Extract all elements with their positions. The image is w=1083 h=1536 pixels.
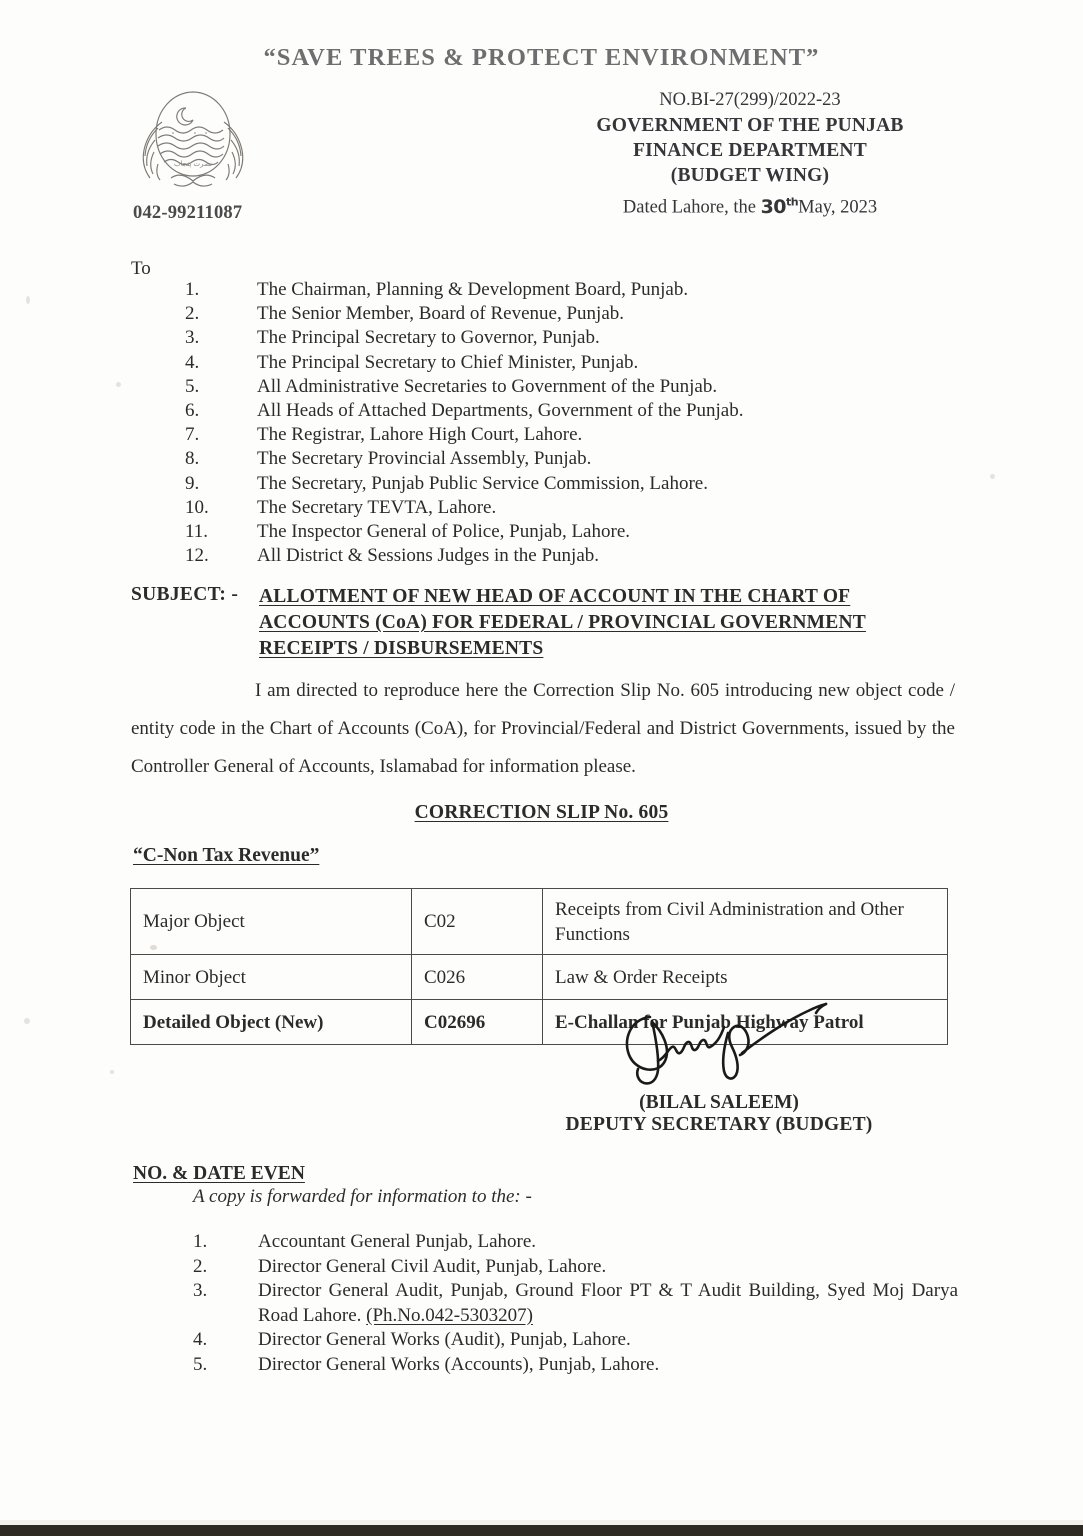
list-item-label: The Principal Secretary to Governor, Punjab. — [257, 327, 600, 349]
table-cell-label: Minor Object — [131, 955, 412, 1000]
list-item-number: 4. — [193, 1329, 208, 1350]
table-cell-label: Major Object — [131, 889, 412, 955]
recipient-list — [185, 278, 975, 568]
table-cell-code: C02 — [412, 889, 543, 955]
subject-line-2: ACCOUNTS (CoA) FOR FEDERAL / PROVINCIAL GOVERNMENT — [259, 612, 866, 633]
list-item-number: 8. — [185, 448, 200, 470]
list-item-label: The Inspector General of Police, Punjab, Lahore. — [257, 521, 631, 543]
wing-name: (BUDGET WING) — [670, 165, 830, 186]
scan-speck — [116, 382, 121, 387]
table-row — [131, 955, 948, 1000]
list-item-number: 11. — [185, 521, 209, 543]
list-item — [185, 278, 975, 302]
svg-text:نصرت پنجاب: نصرت پنجاب — [174, 160, 212, 168]
list-item-number: 3. — [185, 327, 200, 349]
scan-speck — [990, 474, 995, 479]
signatory-name: (BILAL SALEEM) — [639, 1092, 799, 1113]
list-item-label: The Chairman, Planning & Development Board, Punjab. — [257, 279, 689, 300]
handwritten-signature-icon — [610, 995, 860, 1100]
date-prefix: Dated Lahore, the — [622, 197, 756, 218]
list-item-number: 1. — [185, 279, 200, 300]
body-paragraph: I am directed to reproduce here the Correction Slip No. 605 introducing new object code / entity code in the Chart of Accounts (CoA), for Provincial/Federal and District Governments, issued by the Controller General of Accounts, Islamabad for information please. — [131, 680, 955, 777]
list-item-number: 2. — [185, 303, 200, 325]
list-item — [185, 447, 975, 471]
list-item-number: 1. — [193, 1231, 208, 1252]
subject-line-3: RECEIPTS / DISBURSEMENTS — [259, 638, 544, 659]
correction-slip-subtitle: “C-Non Tax Revenue” — [133, 845, 320, 866]
scan-edge-dark — [0, 1525, 1083, 1536]
list-item-label: All District & Sessions Judges in the Punjab. — [257, 545, 599, 567]
date-rest: May, 2023 — [798, 197, 878, 218]
table-cell-description: Law & Order Receipts — [543, 955, 948, 1000]
list-item-label: All Heads of Attached Departments, Government of the Punjab. — [257, 400, 744, 422]
reference-number: NO.BI-27(299)/2022-23 — [659, 90, 841, 110]
phone-reference: (Ph.No.042-5303207) — [366, 1304, 533, 1326]
list-item-label: The Secretary Provincial Assembly, Punjab. — [257, 448, 592, 470]
table-cell-label: Detailed Object (New) — [131, 1000, 412, 1045]
subject-label: SUBJECT: - — [131, 584, 239, 605]
contact-phone: 042-99211087 — [133, 203, 243, 223]
list-item-label: Director General Civil Audit, Punjab, Lahore. — [258, 1255, 607, 1277]
table-row — [131, 889, 948, 955]
list-item — [193, 1230, 958, 1255]
handwritten-day: 30th — [760, 196, 799, 219]
list-item-label: The Senior Member, Board of Revenue, Punjab. — [257, 303, 625, 325]
list-item-number: 5. — [185, 375, 200, 397]
correction-slip-title: CORRECTION SLIP No. 605 — [414, 802, 669, 823]
list-item — [185, 423, 975, 447]
list-item — [193, 1353, 958, 1378]
list-item — [185, 351, 975, 375]
page-title: “SAVE TREES & PROTECT ENVIRONMENT” — [263, 44, 820, 71]
list-item-number: 3. — [193, 1280, 208, 1301]
no-and-date-even: NO. & DATE EVEN — [133, 1163, 305, 1184]
list-item — [185, 496, 975, 520]
list-item-label: Director General Works (Audit), Punjab, Lahore. — [258, 1329, 631, 1350]
list-item-label: The Secretary, Punjab Public Service Commission, Lahore. — [257, 472, 708, 494]
list-item — [185, 472, 975, 496]
scan-speck — [150, 945, 157, 950]
list-item-label: Accountant General Punjab, Lahore. — [258, 1231, 537, 1252]
copy-forwarded-line: A copy is forwarded for information to the: - — [193, 1186, 532, 1207]
list-item — [185, 302, 975, 326]
list-item-number: 4. — [185, 351, 200, 373]
table-cell-description: Receipts from Civil Administration and Other Functions — [543, 889, 948, 955]
list-item — [193, 1328, 958, 1353]
letter-date — [500, 188, 1000, 221]
list-item-label — [258, 1279, 958, 1328]
list-item — [185, 544, 975, 568]
list-item-text: Director General Audit, Punjab, Ground Floor PT & T Audit Building, Syed Moj Darya Road Lahore. — [258, 1280, 958, 1326]
subject-line-1: ALLOTMENT OF NEW HEAD OF ACCOUNT IN THE CHART OF — [259, 586, 851, 607]
list-item — [185, 326, 975, 350]
list-item-number: 6. — [185, 400, 200, 422]
to-label: To — [131, 258, 151, 279]
list-item-label: The Secretary TEVTA, Lahore. — [257, 496, 497, 518]
table-cell-code: C02696 — [412, 1000, 543, 1045]
government-name: GOVERNMENT OF THE PUNJAB — [596, 115, 904, 136]
list-item-number: 2. — [193, 1255, 208, 1277]
list-item-label: The Principal Secretary to Chief Minister, Punjab. — [257, 351, 639, 373]
list-item — [185, 520, 975, 544]
list-item-number: 12. — [185, 545, 209, 567]
punjab-government-emblem-icon — [128, 86, 258, 194]
list-item — [193, 1279, 958, 1328]
scan-speck — [110, 1070, 114, 1074]
copy-recipient-list — [193, 1230, 958, 1377]
list-item — [193, 1255, 958, 1280]
list-item-number: 9. — [185, 472, 200, 494]
list-item-label: Director General Works (Accounts), Punjab, Lahore. — [258, 1353, 660, 1375]
list-item — [185, 375, 975, 399]
scan-speck — [26, 296, 30, 304]
department-name: FINANCE DEPARTMENT — [633, 140, 867, 161]
subject-block — [131, 584, 955, 662]
list-item-number: 10. — [185, 496, 209, 518]
subject-text — [259, 584, 955, 662]
list-item — [185, 399, 975, 423]
signatory-title: DEPUTY SECRETARY (BUDGET) — [565, 1114, 873, 1135]
list-item-label: The Registrar, Lahore High Court, Lahore. — [257, 424, 583, 446]
list-item-label: All Administrative Secretaries to Government of the Punjab. — [257, 375, 718, 397]
table-cell-code: C026 — [412, 955, 543, 1000]
table-cell-description: E-Challan for Punjab Highway Patrol — [543, 1000, 948, 1045]
letterhead-block — [500, 88, 1000, 221]
list-item-number: 5. — [193, 1353, 208, 1375]
scan-speck — [24, 1018, 30, 1024]
list-item-number: 7. — [185, 424, 200, 446]
